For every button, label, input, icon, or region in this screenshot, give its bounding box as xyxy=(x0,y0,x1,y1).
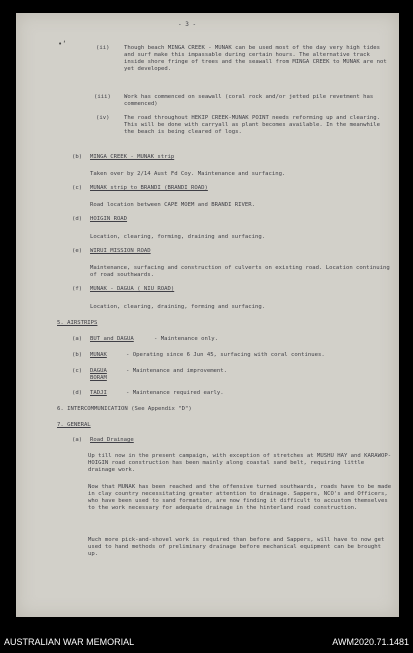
general-title: Road Drainage xyxy=(90,437,134,443)
airstrip-name: BUT and DAGUA xyxy=(90,336,134,342)
airstrip-text: - Operating since 6 Jun 45, surfacing with coral continues. xyxy=(126,352,325,358)
airstrip-text: - Maintenance only. xyxy=(154,336,218,342)
footer-left: AUSTRALIAN WAR MEMORIAL xyxy=(4,637,135,647)
section-label: (d) xyxy=(72,216,83,222)
paragraph: Work has commenced on seawall (coral rock and/or jetted pile revetment has commenced) xyxy=(124,94,374,107)
airstrip-name: MUNAK xyxy=(90,352,107,358)
section-body: Taken over by 2/14 Aust Fd Coy. Maintenance and surfacing. xyxy=(90,171,286,177)
item-label: (ii) xyxy=(96,45,110,51)
footer-right: AWM2020.71.1481 xyxy=(332,637,409,647)
section-label: (e) xyxy=(72,248,83,254)
item-label: (iv) xyxy=(96,115,110,121)
airstrip-name: BORAM xyxy=(90,375,107,381)
airstrip-label: (c) xyxy=(72,368,83,374)
general-label: (a) xyxy=(72,437,83,443)
airstrip-name: DAGUA xyxy=(90,368,107,374)
section-title: MINGA CREEK - MUNAK strip xyxy=(90,154,175,160)
section-body: Location, clearing, draining, forming and surfacing. xyxy=(90,304,266,310)
document-page xyxy=(16,13,399,617)
item-6: 6. INTERCOMMUNICATION (See Appendix "D") xyxy=(57,406,192,412)
section-title: MUNAK - DAGUA ( NIU ROAD) xyxy=(90,286,175,292)
item-7: 7. GENERAL xyxy=(57,422,91,428)
paragraph: Though beach MINGA CREEK - MUNAK can be used most of the day very high tides and surf make this impassable during certain hours. The alternative track inside shore fringe of trees and the seawall from MINGA CREEK to MUNAK are not yet developed. xyxy=(124,45,387,72)
section-body: Road location between CAPE MOEM and BRANDI RIVER. xyxy=(90,202,256,208)
section-label: (b) xyxy=(72,154,83,160)
paragraph: Much more pick-and-shovel work is required than before and Sappers, will have to now get used to hand methods of preliminary drainage before mechanical equipment can be brought up. xyxy=(88,537,385,557)
paragraph: The road throughout HEKIP CREEK-MUNAK POINT needs reforming up and clearing. This will be done with carryall as plant becomes available. In the meanwhile the beach is being cleared of logs. xyxy=(124,115,380,135)
airstrip-label: (a) xyxy=(72,336,83,342)
section-title: HOIGIN ROAD xyxy=(90,216,128,222)
paragraph: Now that MUNAK has been reached and the offensive turned southwards, roads have to be made in clay country necessitating greater attention to drainage. Sappers, NCO's and Officers, who have been used to sand formation, are now finding it difficult to accustom themselves to the work necessary for adequate drainage in the hinterland road construction. xyxy=(88,484,392,511)
paragraph: Up till now in the present campaign, with exception of stretches at MUSHU HAY and KARAWOP-HOIGIN road construction has been mainly along coastal sand belt, requiring little drainage work. xyxy=(88,453,392,473)
page-number: - 3 - xyxy=(178,21,197,28)
airstrip-name: TADJI xyxy=(90,390,107,396)
item-label: (iii) xyxy=(94,94,111,100)
airstrip-label: (b) xyxy=(72,352,83,358)
punch-mark: •‘ xyxy=(58,40,67,48)
section-title: MUNAK strip to BRANDI (BRANDI ROAD) xyxy=(90,185,208,191)
section-label: (c) xyxy=(72,185,83,191)
section-body: Maintenance, surfacing and construction of culverts on existing road. Location continuing of road southwards. xyxy=(90,265,390,278)
airstrip-label: (d) xyxy=(72,390,83,396)
airstrip-text: - Maintenance and improvement. xyxy=(126,368,228,374)
section-body: Location, clearing, forming, draining and surfacing. xyxy=(90,234,266,240)
airstrips-heading: 5. AIRSTRIPS xyxy=(57,320,98,326)
section-label: (f) xyxy=(72,286,83,292)
airstrip-text: - Maintenance required early. xyxy=(126,390,224,396)
section-title: WIRUI MISSION ROAD xyxy=(90,248,151,254)
